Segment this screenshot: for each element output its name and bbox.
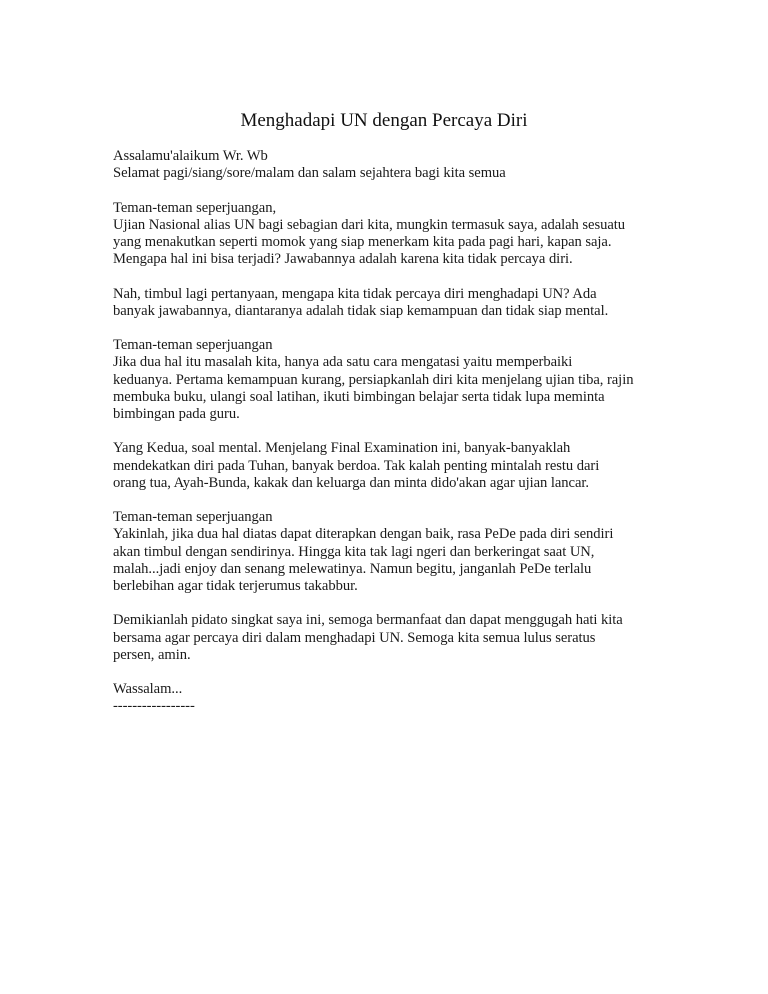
text-line: orang tua, Ayah-Bunda, kakak dan keluarga dan minta dido'akan agar ujian lancar. — [113, 474, 590, 491]
text-line: membuka buku, ulangi soal latihan, ikuti bimbingan belajar serta tidak lupa meminta — [113, 388, 605, 405]
text-line: Selamat pagi/siang/sore/malam dan salam sejahtera bagi kita semua — [113, 165, 506, 182]
text-line: persen, amin. — [113, 646, 191, 663]
text-line: Teman-teman seperjuangan — [113, 509, 273, 526]
text-line: Wassalam... — [113, 681, 183, 698]
text-line: akan timbul dengan sendirinya. Hingga kita tak lagi ngeri dan berkeringat saat UN, — [113, 543, 595, 560]
text-line: Yang Kedua, soal mental. Menjelang Final Examination ini, banyak-banyaklah — [113, 440, 571, 457]
text-line: yang menakutkan seperti momok yang siap menerkam kita pada pagi hari, kapan saja. — [113, 234, 612, 250]
paragraph-mental — [113, 440, 673, 492]
separator-line: ----------------- — [113, 698, 195, 715]
text-line: Yakinlah, jika dua hal diatas dapat diterapkan dengan baik, rasa PeDe pada diri sendiri — [113, 526, 614, 543]
text-line: bersama agar percaya diri dalam menghadapi UN. Semoga kita semua lulus seratus — [113, 629, 596, 646]
document-body — [113, 148, 673, 733]
paragraph-question — [113, 286, 673, 320]
text-line: bimbingan pada guru. — [113, 406, 240, 422]
text-line: Nah, timbul lagi pertanyaan, mengapa kita tidak percaya diri menghadapi UN? Ada — [113, 285, 597, 302]
text-line: Jika dua hal itu masalah kita, hanya ada satu cara mengatasi yaitu memperbaiki — [113, 354, 573, 371]
text-line: keduanya. Pertama kemampuan kurang, persiapkanlah diri kita menjelang ujian tiba, rajin — [113, 371, 634, 388]
text-line: berlebihan agar tidak terjerumus takabbur. — [113, 578, 358, 594]
text-line: Teman-teman seperjuangan — [113, 337, 273, 354]
paragraph-closing — [113, 612, 673, 664]
text-line: Ujian Nasional alias UN bagi sebagian dari kita, mungkin termasuk saya, adalah sesuatu — [113, 216, 626, 233]
paragraph-solution — [113, 337, 673, 423]
paragraph-confidence — [113, 509, 673, 595]
text-line: Mengapa hal ini bisa terjadi? Jawabannya adalah karena kita tidak percaya diri. — [113, 251, 573, 268]
text-line: malah...jadi enjoy dan senang melewatinya. Namun begitu, janganlah PeDe terlalu — [113, 560, 592, 577]
text-line: Demikianlah pidato singkat saya ini, semoga bermanfaat dan dapat menggugah hati kita — [113, 612, 623, 629]
text-line: Teman-teman seperjuangan, — [113, 199, 277, 216]
paragraph-greeting — [113, 148, 673, 182]
text-line: Assalamu'alaikum Wr. Wb — [113, 148, 268, 164]
document-title: Menghadapi UN dengan Percaya Diri — [240, 110, 528, 131]
text-line: banyak jawabannya, diantaranya adalah tidak siap kemampuan dan tidak siap mental. — [113, 302, 609, 319]
text-line: mendekatkan diri pada Tuhan, banyak berdoa. Tak kalah penting mintalah restu dari — [113, 457, 600, 474]
paragraph-intro — [113, 200, 673, 269]
paragraph-farewell — [113, 681, 673, 715]
